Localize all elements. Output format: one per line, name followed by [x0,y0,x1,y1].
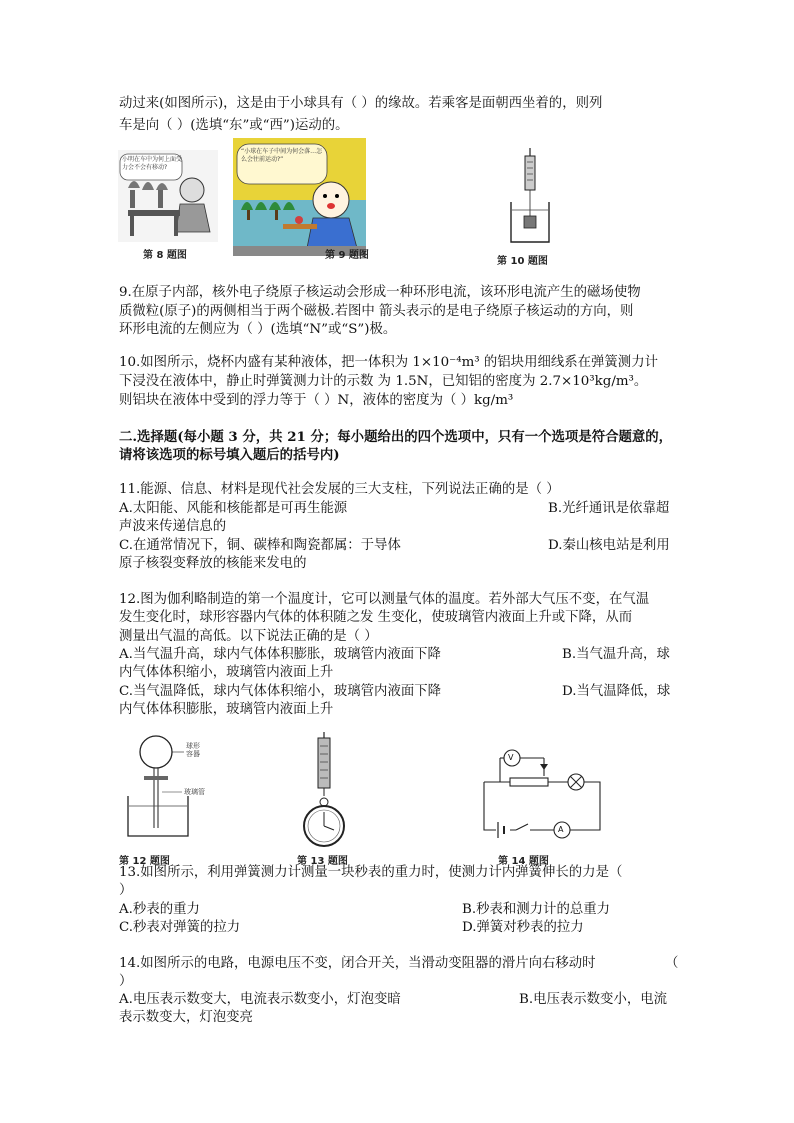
q14-line-2: ） [119,974,133,989]
q12-option-d-cont: 内气体体积膨胀，玻璃管内液面上升 [119,702,334,717]
q10-line-2: 下浸没在液体中，静止时弹簧测力计的示数 为 1.5N，已知铝的密度为 2.7×10³kg/m³。 [119,374,648,389]
fig14-voltmeter-label: V [508,753,514,762]
fig13-caption: 第 13 题图 [297,856,348,867]
q13-line-1: 13.如图所示，利用弹簧测力计测量一块秒表的重力时，使测力计内弹簧伸长的力是（ [119,865,623,880]
fig14-ammeter-label: A [558,825,564,834]
intro-line-2: 车是向（ ）(选填“东”或“西”)运动的。 [119,118,349,133]
q9-line-1: 9.在原子内部，核外电子绕原子核运动会形成一种环形电流，该环形电流产生的磁场使物 [119,285,641,300]
q12-option-c: C.当气温降低，球内气体体积缩小，玻璃管内液面下降 [119,684,442,699]
q12-line-2: 发生变化时，球形容器内气体的体积随之发 生变化，使玻璃管内液面上升或下降，从而 [119,610,633,625]
q11-option-d: D.秦山核电站是利用 [548,538,670,553]
fig12-label-tube: 玻璃管 [184,788,205,796]
fig9-bubble-text: “小球在车子中间为何会落…怎么会往前运动?” [241,148,323,163]
q13-option-c: C.秒表对弹簧的拉力 [119,920,241,935]
q10-line-3: 则铝块在液体中受到的浮力等于（ ）N，液体的密度为（ ）kg/m³ [119,393,514,408]
section-2-heading-line-1: 二.选择题(每小题 3 分，共 21 分；每小题给出的四个选项中，只有一个选项是符合题意的， [119,429,673,445]
q12-option-b: B.当气温升高，球 [562,647,670,662]
q9-line-3: 环形电流的左侧应为（ ）(选填“N”或“S”)极。 [119,322,397,337]
q10-line-1: 10.如图所示，烧杯内盛有某种液体，把一体积为 1×10⁻⁴m³ 的铝块用细线系在弹簧测力计 [119,355,658,370]
fig12-label-ball: 球形 [186,742,200,750]
q11-option-c: C.在通常情况下，铜、碳棒和陶瓷都属：于导体 [119,538,401,553]
fig12-caption: 第 12 题图 [119,856,170,867]
q13-line-2: ） [119,883,133,898]
figure-10 [505,148,555,248]
q14-option-a: A.电压表示数变大，电流表示数变小，灯泡变暗 [119,992,401,1007]
q12-option-a: A.当气温升高，球内气体体积膨胀，玻璃管内液面下降 [119,647,441,662]
fig14-caption: 第 14 题图 [498,856,549,867]
figure-8 [118,150,218,242]
fig10-caption: 第 10 题图 [497,256,548,267]
figure-14 [480,740,604,840]
intro-line-1: 动过来(如图所示)，这是由于小球具有（ ）的缘故。若乘客是面朝西坐着的，则列 [119,96,603,111]
fig12-label-ball-2: 容器 [186,750,200,758]
q11-option-a: A.太阳能、风能和核能都是可再生能源 [119,501,348,516]
q11-option-b: B.光纤通讯是依靠超 [548,501,670,516]
figure-12 [118,732,238,842]
q12-line-1: 12.图为伽利略制造的第一个温度计，它可以测量气体的温度。若外部大气压不变，在气温 [119,592,650,607]
q13-option-d: D.弹簧对秒表的拉力 [462,920,584,935]
q13-option-b: B.秒表和测力计的总重力 [462,902,611,917]
q12-line-3: 测量出气温的高低。以下说法正确的是（ ） [119,629,378,644]
q14-line-1: 14.如图所示的电路，电源电压不变，闭合开关，当滑动变阻器的滑片向右移动时 [119,956,596,971]
q12-option-d: D.当气温降低，球 [562,684,671,699]
fig9-caption: 第 9 题图 [325,250,369,261]
section-2-heading-line-2: 请将该选项的标号填入题后的括号内) [119,447,340,463]
q9-line-2: 质微粒(原子)的两侧相当于两个磁极.若图中 箭头表示的是电子绕原子核运动的方向，则 [119,304,634,319]
q14-option-b: B.电压表示数变小，电流 [519,992,668,1007]
q11-option-b-cont: 声波来传递信息的 [119,519,227,534]
q11-option-d-cont: 原子核裂变释放的核能来发电的 [119,556,307,571]
q14-option-b-cont: 表示数变大，灯泡变亮 [119,1010,253,1025]
fig8-caption: 第 8 题图 [143,250,187,261]
q11-stem: 11.能源、信息、材料是现代社会发展的三大支柱，下列说法正确的是（ ） [119,482,560,497]
fig8-bubble-text: 小明在车中为何上面受力会不会有移动? [122,156,183,171]
q14-open-paren: （ [665,956,679,971]
figure-13 [296,732,352,848]
q13-option-a: A.秒表的重力 [119,902,200,917]
q12-option-b-cont: 内气体体积缩小，玻璃管内液面上升 [119,665,334,680]
figure-9 [233,138,366,256]
